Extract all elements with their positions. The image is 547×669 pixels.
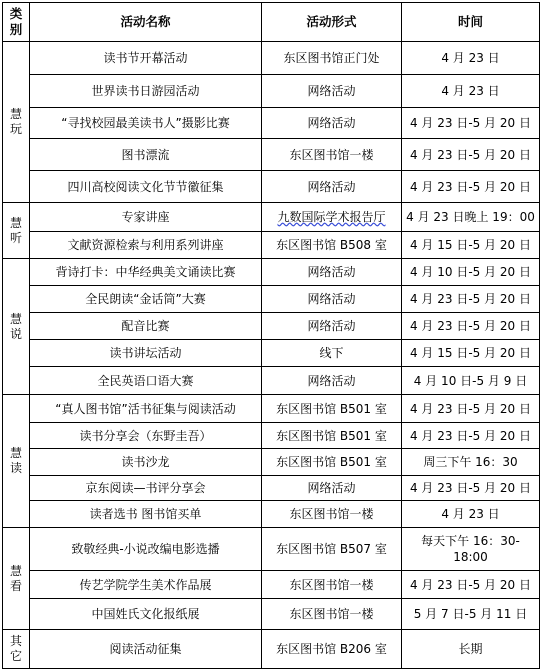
category-cell: 其它 xyxy=(3,630,30,669)
activity-time: 4 月 23 日-5 月 20 日 xyxy=(402,171,540,203)
table-row xyxy=(3,108,540,139)
activity-form: 东区图书馆 B206 室 xyxy=(262,630,402,669)
activity-form: 东区图书馆正门处 xyxy=(262,42,402,75)
table-row xyxy=(3,75,540,108)
activity-name: 读书讲坛活动 xyxy=(30,340,262,367)
table-row xyxy=(3,528,540,571)
activity-name: 配音比赛 xyxy=(30,313,262,340)
activity-name: 读书节开幕活动 xyxy=(30,42,262,75)
table-row xyxy=(3,313,540,340)
activity-name: 图书漂流 xyxy=(30,139,262,171)
activity-form: 网络活动 xyxy=(262,313,402,340)
activity-name: 致敬经典-小说改编电影选播 xyxy=(30,528,262,571)
table-header-row xyxy=(3,3,540,42)
activity-name: 读书分享会（东野圭吾） xyxy=(30,423,262,449)
activity-form: 东区图书馆一楼 xyxy=(262,599,402,630)
activity-time: 4 月 23 日-5 月 20 日 xyxy=(402,313,540,340)
table-row xyxy=(3,449,540,476)
table-row xyxy=(3,171,540,203)
activity-table xyxy=(2,2,540,669)
activity-time: 4 月 10 日-5 月 20 日 xyxy=(402,259,540,286)
activity-form: 线下 xyxy=(262,340,402,367)
table-row xyxy=(3,139,540,171)
table-row xyxy=(3,599,540,630)
activity-time: 4 月 23 日 xyxy=(402,75,540,108)
activity-form: 网络活动 xyxy=(262,108,402,139)
category-cell: 慧说 xyxy=(3,259,30,395)
activity-time: 4 月 23 日-5 月 20 日 xyxy=(402,423,540,449)
activity-name: “寻找校园最美读书人”摄影比赛 xyxy=(30,108,262,139)
activity-name: 专家讲座 xyxy=(30,203,262,232)
activity-name: 四川高校阅读文化节节徽征集 xyxy=(30,171,262,203)
activity-form: 九数国际学术报告厅 xyxy=(262,203,402,232)
activity-form: 东区图书馆 B501 室 xyxy=(262,395,402,423)
activity-time: 4 月 15 日-5 月 20 日 xyxy=(402,340,540,367)
table-row xyxy=(3,630,540,669)
activity-form: 网络活动 xyxy=(262,171,402,203)
activity-form: 东区图书馆一楼 xyxy=(262,139,402,171)
table-row xyxy=(3,476,540,501)
activity-time: 5 月 7 日-5 月 11 日 xyxy=(402,599,540,630)
activity-time: 4 月 23 日-5 月 20 日 xyxy=(402,571,540,599)
activity-name: 读者选书 图书馆买单 xyxy=(30,501,262,528)
category-cell: 慧听 xyxy=(3,203,30,259)
activity-name: 文献资源检索与利用系列讲座 xyxy=(30,232,262,259)
activity-time: 4 月 23 日-5 月 20 日 xyxy=(402,476,540,501)
activity-time: 长期 xyxy=(402,630,540,669)
table-row xyxy=(3,501,540,528)
table-row xyxy=(3,367,540,395)
activity-form: 东区图书馆一楼 xyxy=(262,501,402,528)
header-category: 类别 xyxy=(3,3,30,42)
activity-form: 东区图书馆 B501 室 xyxy=(262,449,402,476)
table-row xyxy=(3,232,540,259)
activity-time: 周三下午 16：30 xyxy=(402,449,540,476)
activity-form: 网络活动 xyxy=(262,476,402,501)
table-row xyxy=(3,42,540,75)
activity-time: 4 月 15 日-5 月 20 日 xyxy=(402,232,540,259)
activity-name: 背诗打卡：中华经典美文诵读比赛 xyxy=(30,259,262,286)
table-row xyxy=(3,286,540,313)
activity-time: 4 月 23 日 xyxy=(402,42,540,75)
activity-form: 网络活动 xyxy=(262,286,402,313)
table-row xyxy=(3,203,540,232)
activity-form: 东区图书馆一楼 xyxy=(262,571,402,599)
activity-form: 网络活动 xyxy=(262,367,402,395)
table-row xyxy=(3,340,540,367)
activity-name: 京东阅读—书评分享会 xyxy=(30,476,262,501)
header-time: 时间 xyxy=(402,3,540,42)
activity-form: 东区图书馆 B508 室 xyxy=(262,232,402,259)
activity-form: 东区图书馆 B507 室 xyxy=(262,528,402,571)
activity-time: 4 月 23 日晚上 19：00 xyxy=(402,203,540,232)
activity-time: 4 月 23 日-5 月 20 日 xyxy=(402,108,540,139)
activity-form: 网络活动 xyxy=(262,75,402,108)
table-row xyxy=(3,571,540,599)
activity-time: 4 月 23 日 xyxy=(402,501,540,528)
activity-name: 阅读活动征集 xyxy=(30,630,262,669)
table-row xyxy=(3,259,540,286)
activity-name: “真人图书馆”活书征集与阅读活动 xyxy=(30,395,262,423)
activity-name: 中国姓氏文化报纸展 xyxy=(30,599,262,630)
category-cell: 慧看 xyxy=(3,528,30,630)
activity-time: 4 月 23 日-5 月 20 日 xyxy=(402,286,540,313)
activity-name: 读书沙龙 xyxy=(30,449,262,476)
activity-name: 世界读书日游园活动 xyxy=(30,75,262,108)
activity-name: 全民英语口语大赛 xyxy=(30,367,262,395)
activity-time: 4 月 10 日-5 月 9 日 xyxy=(402,367,540,395)
table-row xyxy=(3,395,540,423)
activity-form: 网络活动 xyxy=(262,259,402,286)
category-cell: 慧读 xyxy=(3,395,30,528)
activity-form: 东区图书馆 B501 室 xyxy=(262,423,402,449)
table-row xyxy=(3,423,540,449)
activity-time: 4 月 23 日-5 月 20 日 xyxy=(402,395,540,423)
header-name: 活动名称 xyxy=(30,3,262,42)
header-form: 活动形式 xyxy=(262,3,402,42)
activity-time: 每天下午 16：30-18:00 xyxy=(402,528,540,571)
activity-name: 传艺学院学生美术作品展 xyxy=(30,571,262,599)
activity-name: 全民朗读“金话筒”大赛 xyxy=(30,286,262,313)
activity-time: 4 月 23 日-5 月 20 日 xyxy=(402,139,540,171)
category-cell: 慧玩 xyxy=(3,42,30,203)
